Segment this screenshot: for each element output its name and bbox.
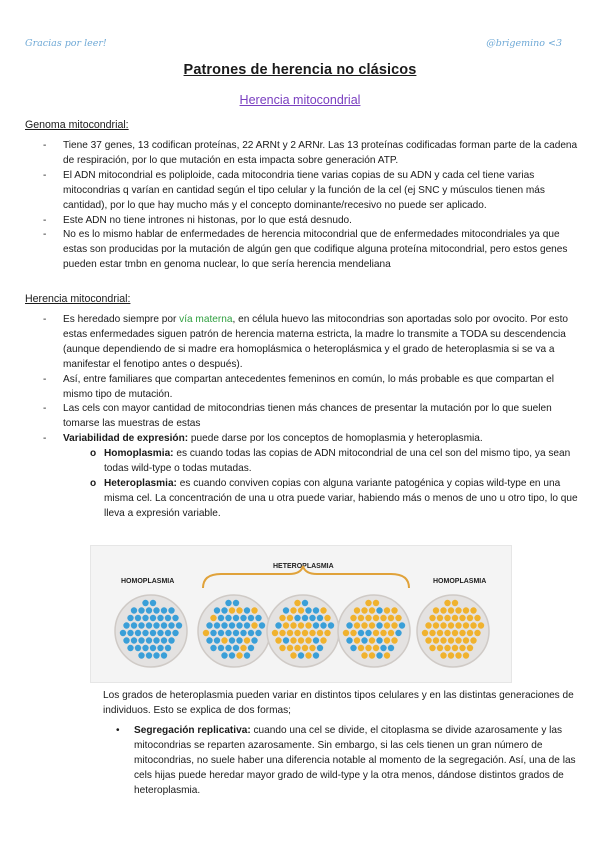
wildtype-mtdna-dot xyxy=(346,622,352,628)
wildtype-mtdna-dot xyxy=(157,630,163,636)
mutant-mtdna-dot xyxy=(444,630,450,636)
wildtype-mtdna-dot xyxy=(294,615,300,621)
mutant-mtdna-dot xyxy=(275,637,281,643)
sub-item-text: es cuando todas las copias de ADN mitocondrial de una cel son del mismo tipo, ya sean todas wild-type o todas mutadas. xyxy=(104,448,571,475)
mutant-mtdna-dot xyxy=(305,652,311,658)
wildtype-mtdna-dot xyxy=(176,622,182,628)
mutant-mtdna-dot xyxy=(361,652,367,658)
mutant-mtdna-dot xyxy=(298,607,304,613)
mutant-mtdna-dot xyxy=(373,615,379,621)
mutant-mtdna-dot xyxy=(279,630,285,636)
mutant-mtdna-dot xyxy=(463,637,469,643)
mutant-mtdna-dot xyxy=(429,645,435,651)
wildtype-mtdna-dot xyxy=(146,637,152,643)
mutant-mtdna-dot xyxy=(361,607,367,613)
mutant-mtdna-dot xyxy=(324,630,330,636)
mutant-mtdna-dot xyxy=(343,630,349,636)
mutant-mtdna-dot xyxy=(391,607,397,613)
mutant-mtdna-dot xyxy=(365,615,371,621)
wildtype-mtdna-dot xyxy=(206,622,212,628)
genoma-list xyxy=(43,139,578,273)
mutant-mtdna-dot xyxy=(459,615,465,621)
mutant-mtdna-dot xyxy=(221,637,227,643)
paragraph-grados: Los grados de heteroplasmia pueden variar en distintos tipos celulares y en las distintas generaciones de individuos. Esto se explica de dos formas; xyxy=(103,690,574,716)
wildtype-mtdna-dot xyxy=(123,637,129,643)
mutant-mtdna-dot xyxy=(210,615,216,621)
mutant-mtdna-dot xyxy=(384,637,390,643)
list-item: - Es heredado siempre por vía materna, en célula huevo las mitocondrias son aportadas solo por ovocito. Por esto estas enfermedades siguen patrón de herencia materna estricta, la madre lo transmite a TODA su descendencia (aunque dependiendo de si madre era homoplásmica o heteroplásmica y el grado de heteroplasmia si se va a manifestar el fenotipo antes o después). xyxy=(43,314,568,370)
mutant-mtdna-dot xyxy=(452,615,458,621)
mutant-mtdna-dot xyxy=(298,637,304,643)
wildtype-mtdna-dot xyxy=(218,615,224,621)
mutant-mtdna-dot xyxy=(272,630,278,636)
wildtype-mtdna-dot xyxy=(161,652,167,658)
mutant-mtdna-dot xyxy=(305,622,311,628)
mutant-mtdna-dot xyxy=(287,615,293,621)
mutant-mtdna-dot xyxy=(455,637,461,643)
wildtype-mtdna-dot xyxy=(376,622,382,628)
wildtype-mtdna-dot xyxy=(361,637,367,643)
mutant-mtdna-dot xyxy=(384,652,390,658)
wildtype-mtdna-dot xyxy=(248,615,254,621)
list-item-text: Las cels con mayor cantidad de mitocondrias tienen más chances de presentar la mutación por lo que suelen tomarse las muestras de estas xyxy=(63,403,552,430)
mutant-mtdna-dot xyxy=(463,622,469,628)
mutant-mtdna-dot xyxy=(302,630,308,636)
mutant-mtdna-dot xyxy=(388,630,394,636)
label-homoplasmia-left: HOMOPLASMIA xyxy=(121,578,175,585)
mutant-mtdna-dot xyxy=(320,637,326,643)
mutant-mtdna-dot xyxy=(294,630,300,636)
wildtype-mtdna-dot xyxy=(275,622,281,628)
list-item-text: , en célula huevo las mitocondrias son aportadas solo por ovocito. Por esto estas enfermedades siguen patrón de herencia materna estricta, la madre lo transmite a TODA su descendencia (aunque dependiendo de si madre era homoplásmica o heteroplásmica y el grado de heteroplasmia si se va a manifestar el fenotipo antes o después). xyxy=(63,314,568,370)
wildtype-mtdna-dot xyxy=(168,622,174,628)
mutant-mtdna-dot xyxy=(244,637,250,643)
wildtype-mtdna-dot xyxy=(214,637,220,643)
sub-item-homoplasmia: o Homoplasmia: es cuando todas las copias de ADN mitocondrial de una cel son del mismo tipo, ya sean todas wild-type o todas mutadas. xyxy=(90,448,571,475)
wildtype-mtdna-dot xyxy=(346,637,352,643)
mutant-mtdna-dot xyxy=(463,607,469,613)
wildtype-mtdna-dot xyxy=(150,645,156,651)
wildtype-mtdna-dot xyxy=(120,630,126,636)
wildtype-mtdna-dot xyxy=(210,645,216,651)
sub-item-heteroplasmia: o Heteroplasmia: es cuando conviven copias con alguna variante patogénica y copias wild-type en una misma cel. La concentración de una u otra puede variar, habiendo más o menos de uno u otro tipo, lo que lleva a expresión variable. xyxy=(90,477,578,519)
wildtype-mtdna-dot xyxy=(328,622,334,628)
sub-item-text: es cuando conviven copias con alguna variante patogénica y copias wild-type en una misma cel. La concentración de una u otra puede variar, habiendo más o menos de uno u otro tipo, lo que lleva a expresión variable. xyxy=(104,477,578,519)
wildtype-mtdna-dot xyxy=(142,645,148,651)
wildtype-mtdna-dot xyxy=(131,637,137,643)
wildtype-mtdna-dot xyxy=(165,615,171,621)
page-title: Patrones de herencia no clásicos xyxy=(183,62,417,78)
mutant-mtdna-dot xyxy=(395,615,401,621)
mutant-mtdna-dot xyxy=(455,652,461,658)
wildtype-mtdna-dot xyxy=(168,637,174,643)
mutant-mtdna-dot xyxy=(455,607,461,613)
wildtype-mtdna-dot xyxy=(142,630,148,636)
wildtype-mtdna-dot xyxy=(248,645,254,651)
wildtype-mtdna-dot xyxy=(317,615,323,621)
mutant-mtdna-dot xyxy=(440,622,446,628)
list-item: - El ADN mitocondrial es poliploide, cada mitocondria tiene varias copias de su ADN y cada cel tiene varias mitocondrias q varían en cantidad según el tipo celular y la función de la cel (ej SNC y músculos tienen más cantidad), por lo que hay mucho más y el concepto dominante/recesivo no puede ser aplicado. xyxy=(43,169,545,211)
wildtype-mtdna-dot xyxy=(161,622,167,628)
wildtype-mtdna-dot xyxy=(240,630,246,636)
wildtype-mtdna-dot xyxy=(225,600,231,606)
mutant-mtdna-dot xyxy=(433,622,439,628)
wildtype-mtdna-dot xyxy=(376,652,382,658)
wildtype-mtdna-dot xyxy=(302,600,308,606)
mutant-mtdna-dot xyxy=(437,645,443,651)
mutant-mtdna-dot xyxy=(448,622,454,628)
header-right-handle: @brigemino <3 xyxy=(486,38,562,49)
mutant-mtdna-dot xyxy=(369,622,375,628)
mutant-mtdna-dot xyxy=(283,622,289,628)
mutant-mtdna-dot xyxy=(452,630,458,636)
mutant-mtdna-dot xyxy=(425,622,431,628)
mutant-mtdna-dot xyxy=(290,637,296,643)
wildtype-mtdna-dot xyxy=(244,607,250,613)
mutant-mtdna-dot xyxy=(365,645,371,651)
wildtype-mtdna-dot xyxy=(138,652,144,658)
mutant-mtdna-dot xyxy=(440,637,446,643)
mutant-mtdna-dot xyxy=(470,622,476,628)
wildtype-mtdna-dot xyxy=(146,652,152,658)
mutant-mtdna-dot xyxy=(287,645,293,651)
header-left-note: Gracias por leer! xyxy=(25,38,107,49)
mutant-mtdna-dot xyxy=(365,600,371,606)
mutant-mtdna-dot xyxy=(429,615,435,621)
term-heteroplasmia: Heteroplasmia: xyxy=(104,477,177,489)
wildtype-mtdna-dot xyxy=(150,615,156,621)
wildtype-mtdna-dot xyxy=(251,637,257,643)
wildtype-mtdna-dot xyxy=(313,622,319,628)
wildtype-mtdna-dot xyxy=(206,637,212,643)
wildtype-mtdna-dot xyxy=(233,630,239,636)
mutant-mtdna-dot xyxy=(361,622,367,628)
wildtype-mtdna-dot xyxy=(153,607,159,613)
label-heteroplasmia: HETEROPLASMIA xyxy=(273,563,334,570)
mutant-mtdna-dot xyxy=(467,615,473,621)
wildtype-mtdna-dot xyxy=(236,637,242,643)
wildtype-mtdna-dot xyxy=(150,600,156,606)
mutant-mtdna-dot xyxy=(294,600,300,606)
mutant-mtdna-dot xyxy=(433,607,439,613)
mutant-mtdna-dot xyxy=(437,630,443,636)
wildtype-mtdna-dot xyxy=(229,652,235,658)
mutant-mtdna-dot xyxy=(470,607,476,613)
mutant-mtdna-dot xyxy=(203,630,209,636)
heteroplasmy-diagram xyxy=(91,546,511,682)
mutant-mtdna-dot xyxy=(251,607,257,613)
wildtype-mtdna-dot xyxy=(157,645,163,651)
wildtype-mtdna-dot xyxy=(150,630,156,636)
mutant-mtdna-dot xyxy=(384,607,390,613)
mutant-mtdna-dot xyxy=(388,615,394,621)
mutant-mtdna-dot xyxy=(470,637,476,643)
list-item-text: El ADN mitocondrial es poliploide, cada mitocondria tiene varias copias de su ADN y cada cel tiene varias mitocondrias q varían en cantidad según el tipo celular y la función de la cel (ej SNC y músculos tienen más cantidad), por lo que hay mucho más y el concepto dominante/recesivo no puede ser aplicado. xyxy=(63,169,545,211)
bullet-item-segregacion: • Segregación replicativa: cuando una cel se divide, el citoplasma se divide azarosamente y las mitocondrias se reparten azarosamente. Sin embargo, si las cels tienen un gran número de mitocondrias, no suele haber una diferencia notable al momento de la segregación. Así, una de las cels hijas puede heredar mayor grado de wild-type y la otra menos, dándose distintos grados de heteroplasmia. xyxy=(116,725,576,796)
mutant-mtdna-dot xyxy=(369,652,375,658)
mutant-mtdna-dot xyxy=(354,637,360,643)
wildtype-mtdna-dot xyxy=(131,622,137,628)
mutant-mtdna-dot xyxy=(305,637,311,643)
mutant-mtdna-dot xyxy=(463,652,469,658)
wildtype-mtdna-dot xyxy=(161,637,167,643)
wildtype-mtdna-dot xyxy=(127,630,133,636)
bullet-list xyxy=(116,724,578,799)
wildtype-mtdna-dot xyxy=(146,607,152,613)
mutant-mtdna-dot xyxy=(444,600,450,606)
term-variabilidad: Variabilidad de expresión: xyxy=(63,433,189,445)
wildtype-mtdna-dot xyxy=(221,652,227,658)
wildtype-mtdna-dot xyxy=(138,607,144,613)
mutant-mtdna-dot xyxy=(298,622,304,628)
mutant-mtdna-dot xyxy=(429,630,435,636)
mutant-mtdna-dot xyxy=(350,615,356,621)
wildtype-mtdna-dot xyxy=(240,615,246,621)
wildtype-mtdna-dot xyxy=(388,645,394,651)
mutant-mtdna-dot xyxy=(240,645,246,651)
wildtype-mtdna-dot xyxy=(317,645,323,651)
mutant-mtdna-dot xyxy=(422,630,428,636)
wildtype-mtdna-dot xyxy=(218,645,224,651)
mutant-mtdna-dot xyxy=(384,622,390,628)
wildtype-mtdna-dot xyxy=(283,607,289,613)
mutant-mtdna-dot xyxy=(433,637,439,643)
wildtype-mtdna-dot xyxy=(298,652,304,658)
wildtype-mtdna-dot xyxy=(218,630,224,636)
mutant-mtdna-dot xyxy=(448,607,454,613)
wildtype-mtdna-dot xyxy=(135,645,141,651)
wildtype-mtdna-dot xyxy=(225,615,231,621)
wildtype-mtdna-dot xyxy=(358,630,364,636)
wildtype-mtdna-dot xyxy=(221,607,227,613)
wildtype-mtdna-dot xyxy=(380,645,386,651)
term-segregacion: Segregación replicativa: xyxy=(134,725,251,736)
wildtype-mtdna-dot xyxy=(168,607,174,613)
wildtype-mtdna-dot xyxy=(135,615,141,621)
wildtype-mtdna-dot xyxy=(225,645,231,651)
mutant-mtdna-dot xyxy=(373,645,379,651)
wildtype-mtdna-dot xyxy=(165,645,171,651)
list-item-text: Tiene 37 genes, 13 codifican proteínas, 22 ARNt y 2 ARNr. Las 13 proteínas codificadas forman parte de la cadena de respiración, por lo que mutación en esta impacta sobre generación ATP. xyxy=(63,140,578,166)
mutant-mtdna-dot xyxy=(474,630,480,636)
mutant-mtdna-dot xyxy=(391,637,397,643)
wildtype-mtdna-dot xyxy=(313,607,319,613)
wildtype-mtdna-dot xyxy=(313,637,319,643)
mutant-mtdna-dot xyxy=(229,607,235,613)
list-item: - Las cels con mayor cantidad de mitocondrias tienen más chances de presentar la mutación por lo que suelen tomarse las muestras de estas xyxy=(43,403,552,430)
wildtype-mtdna-dot xyxy=(255,615,261,621)
mutant-mtdna-dot xyxy=(287,630,293,636)
mutant-mtdna-dot xyxy=(236,652,242,658)
list-item: - Así, entre familiares que compartan antecedentes femeninos en común, lo más probable es que compartan el mismo tipo de mutación. xyxy=(43,373,554,400)
mutant-mtdna-dot xyxy=(448,652,454,658)
mutant-mtdna-dot xyxy=(279,615,285,621)
list-item: - Este ADN no tiene intrones ni histonas, por lo que está desnudo. xyxy=(43,214,352,226)
mutant-mtdna-dot xyxy=(474,615,480,621)
list-item-text: Este ADN no tiene intrones ni histonas, por lo que está desnudo. xyxy=(63,214,352,226)
mutant-mtdna-dot xyxy=(467,645,473,651)
wildtype-mtdna-dot xyxy=(123,622,129,628)
page-subtitle: Herencia mitocondrial xyxy=(239,93,361,107)
mutant-mtdna-dot xyxy=(478,622,484,628)
wildtype-mtdna-dot xyxy=(138,637,144,643)
wildtype-mtdna-dot xyxy=(233,600,239,606)
wildtype-mtdna-dot xyxy=(365,630,371,636)
mutant-mtdna-dot xyxy=(448,637,454,643)
mutant-mtdna-dot xyxy=(358,645,364,651)
mutant-mtdna-dot xyxy=(391,622,397,628)
mutant-mtdna-dot xyxy=(302,645,308,651)
mutant-mtdna-dot xyxy=(317,630,323,636)
heteroplasmy-figure xyxy=(90,545,512,683)
list-item-text: Es heredado siempre por xyxy=(63,314,180,325)
mutant-mtdna-dot xyxy=(380,615,386,621)
wildtype-mtdna-dot xyxy=(142,600,148,606)
bullet-item-text: cuando una cel se divide, el citoplasma se divide azarosamente y las mitocondrias se reparten azarosamente. Sin embargo, si las cels tienen un gran número de mitocondrias, no suele haber una diferencia notable al momento de la segregación. Así, una de las cels hijas puede heredar mayor grado de wild-type y la otra menos, dándose distintos grados de heteroplasmia. xyxy=(134,725,576,796)
list-item: - No es lo mismo hablar de enfermedades de herencia mitocondrial que de enfermedades mitocondriales ya que estas son producidas por la mutación de algún gen que codifique alguna proteína mitocondrial, pero estos genes pueden estar tmbn en genoma nuclear, lo que sería herencia mendeliana xyxy=(43,229,568,271)
wildtype-mtdna-dot xyxy=(131,607,137,613)
list-item-text: puede darse por los conceptos de homoplasmia y heteroplasmia. xyxy=(188,433,483,445)
wildtype-mtdna-dot xyxy=(233,615,239,621)
mutant-mtdna-dot xyxy=(444,615,450,621)
mutant-mtdna-dot xyxy=(440,652,446,658)
wildtype-mtdna-dot xyxy=(172,615,178,621)
wildtype-mtdna-dot xyxy=(233,645,239,651)
list-item-text: No es lo mismo hablar de enfermedades de herencia mitocondrial que de enfermedades mitocondriales ya que estas son producidas por la mutación de algún gen que codifique alguna proteína mitocondrial, pero estos genes pueden estar tmbn en genoma nuclear, lo que sería herencia mendeliana xyxy=(63,229,568,271)
mutant-mtdna-dot xyxy=(459,645,465,651)
mutant-mtdna-dot xyxy=(425,637,431,643)
wildtype-mtdna-dot xyxy=(138,622,144,628)
wildtype-mtdna-dot xyxy=(161,607,167,613)
wildtype-mtdna-dot xyxy=(283,637,289,643)
mutant-mtdna-dot xyxy=(290,652,296,658)
wildtype-mtdna-dot xyxy=(229,637,235,643)
label-homoplasmia-right: HOMOPLASMIA xyxy=(433,578,487,585)
mutant-mtdna-dot xyxy=(236,607,242,613)
mutant-mtdna-dot xyxy=(309,630,315,636)
mutant-mtdna-dot xyxy=(350,630,356,636)
wildtype-mtdna-dot xyxy=(157,615,163,621)
wildtype-mtdna-dot xyxy=(153,622,159,628)
wildtype-mtdna-dot xyxy=(302,615,308,621)
wildtype-mtdna-dot xyxy=(153,652,159,658)
wildtype-mtdna-dot xyxy=(305,607,311,613)
wildtype-mtdna-dot xyxy=(127,615,133,621)
wildtype-mtdna-dot xyxy=(399,622,405,628)
mutant-mtdna-dot xyxy=(380,630,386,636)
mutant-mtdna-dot xyxy=(369,637,375,643)
wildtype-mtdna-dot xyxy=(320,622,326,628)
wildtype-mtdna-dot xyxy=(127,645,133,651)
mutant-mtdna-dot xyxy=(459,630,465,636)
mutant-mtdna-dot xyxy=(369,607,375,613)
wildtype-mtdna-dot xyxy=(153,637,159,643)
wildtype-mtdna-dot xyxy=(210,630,216,636)
list-item-text: Así, entre familiares que compartan antecedentes femeninos en común, lo más probable es que compartan el mismo tipo de mutación. xyxy=(63,373,554,400)
highlight-via-materna: vía materna xyxy=(179,314,233,325)
mutant-mtdna-dot xyxy=(452,600,458,606)
mutant-mtdna-dot xyxy=(444,645,450,651)
wildtype-mtdna-dot xyxy=(229,622,235,628)
section-heading-herencia: Herencia mitocondrial: xyxy=(25,293,131,305)
mutant-mtdna-dot xyxy=(279,645,285,651)
mutant-mtdna-dot xyxy=(437,615,443,621)
mutant-mtdna-dot xyxy=(373,600,379,606)
mutant-mtdna-dot xyxy=(324,615,330,621)
section-heading-genoma: Genoma mitocondrial: xyxy=(25,119,129,131)
wildtype-mtdna-dot xyxy=(376,637,382,643)
list-item: - Tiene 37 genes, 13 codifican proteínas, 22 ARNt y 2 ARNr. Las 13 proteínas codificadas forman parte de la cadena de respiración, por lo que mutación en esta impacta sobre generación ATP. xyxy=(43,140,578,166)
cells-group xyxy=(115,595,489,667)
mutant-mtdna-dot xyxy=(455,622,461,628)
wildtype-mtdna-dot xyxy=(309,615,315,621)
wildtype-mtdna-dot xyxy=(172,630,178,636)
wildtype-mtdna-dot xyxy=(165,630,171,636)
term-homoplasmia: Homoplasmia: xyxy=(104,448,174,460)
wildtype-mtdna-dot xyxy=(313,652,319,658)
mutant-mtdna-dot xyxy=(309,645,315,651)
wildtype-mtdna-dot xyxy=(350,645,356,651)
wildtype-mtdna-dot xyxy=(221,622,227,628)
wildtype-mtdna-dot xyxy=(214,622,220,628)
wildtype-mtdna-dot xyxy=(244,652,250,658)
mutant-mtdna-dot xyxy=(290,622,296,628)
mutant-mtdna-dot xyxy=(440,607,446,613)
wildtype-mtdna-dot xyxy=(259,622,265,628)
wildtype-mtdna-dot xyxy=(244,622,250,628)
wildtype-mtdna-dot xyxy=(214,607,220,613)
mutant-mtdna-dot xyxy=(358,615,364,621)
wildtype-mtdna-dot xyxy=(255,630,261,636)
mutant-mtdna-dot xyxy=(294,645,300,651)
list-item: - Variabilidad de expresión: puede darse por los conceptos de homoplasmia y heteroplasmia. o Homoplasmia: es cuando todas las copias de ADN mitocondrial de una cel son del mismo tipo, ya sean todas wild-type o todas mutadas. o Heteroplasmia: es cuando conviven copias con alguna variante patogénica y copias wild-type en una misma cel. La concentración de una u otra puede variar, habiendo más o menos de uno u otro tipo, lo que lleva a expresión variable. xyxy=(43,432,578,521)
wildtype-mtdna-dot xyxy=(142,615,148,621)
mutant-mtdna-dot xyxy=(354,622,360,628)
wildtype-mtdna-dot xyxy=(225,630,231,636)
mutant-mtdna-dot xyxy=(290,607,296,613)
wildtype-mtdna-dot xyxy=(395,630,401,636)
wildtype-mtdna-dot xyxy=(236,622,242,628)
wildtype-mtdna-dot xyxy=(376,607,382,613)
wildtype-mtdna-dot xyxy=(146,622,152,628)
herencia-list xyxy=(43,313,578,522)
wildtype-mtdna-dot xyxy=(248,630,254,636)
mutant-mtdna-dot xyxy=(467,630,473,636)
mutant-mtdna-dot xyxy=(373,630,379,636)
mutant-mtdna-dot xyxy=(251,622,257,628)
mutant-mtdna-dot xyxy=(320,607,326,613)
mutant-mtdna-dot xyxy=(452,645,458,651)
mutant-mtdna-dot xyxy=(354,607,360,613)
sub-list xyxy=(63,447,578,522)
wildtype-mtdna-dot xyxy=(135,630,141,636)
